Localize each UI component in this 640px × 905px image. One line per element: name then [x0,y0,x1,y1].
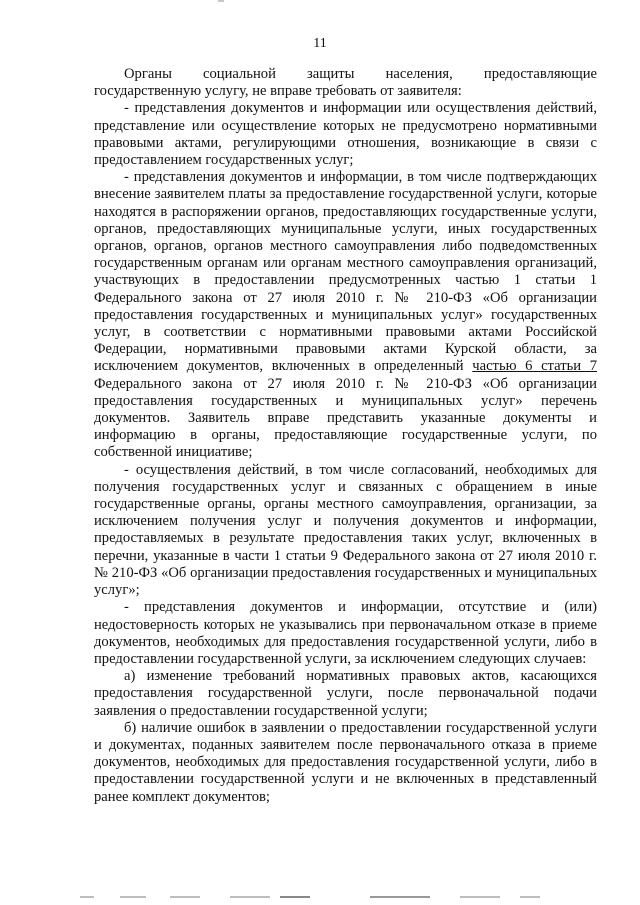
paragraph-intro [94,66,597,100]
paragraph-item-2 [94,169,597,461]
paragraph-text: а) изменение требований нормативных правовых актов, касающихся предоставления государственной услуги, после первоначальной подачи заявления о предоставлении государственной услуги; [94,668,597,719]
scan-mark [460,896,500,898]
paragraph-case-a [94,668,597,720]
paragraph-text: - представления документов и информации, в том числе подтверждающих внесение заявителем платы за предоставление государственной услуги, которые находятся в распоряжении органов, предоставляющих государственные услуги, органов, предоставляющих муниципальные услуги, иных государственных органов, органов, органов местного самоуправления либо подведомственных государственным органам или органам местного самоуправления организаций, участвующих в предоставлении предусмотренных частью 1 статьи 1 Федерального закона от 27 июля 2010 г. № 210-ФЗ «Об организации предоставления государственных и муниципальных услуг» государственных услуг, в соответствии с нормативными правовыми актами Российской Федерации, нормативными правовыми актами Курской области, за исключением документов, включенных в определенный [94,169,597,375]
paragraph-text: - представления документов и информации или осуществления действий, представление или осуществление которых не предусмотрено нормативными правовыми актами, регулирующими отношения, возникающие в связи с предоставлением государственных услуг; [94,100,597,169]
scan-mark [280,896,310,898]
paragraph-text: - осуществления действий, в том числе согласований, необходимых для получения государственных услуг и связанных с обращением в иные государственные органы, органы местного самоуправления, организации, за исключением получения услуг и получения документов и информации, предоставляемых в результате предоставления таких услуг, включенных в перечни, указанные в части 1 статьи 9 Федерального закона от 27 июля 2010 г. № 210-ФЗ «Об организации предоставления государственных и муниципальных услуг»; [94,461,597,599]
scan-mark [370,896,430,898]
scan-mark [170,896,200,898]
scan-speck [218,0,224,2]
page-number: 11 [313,36,327,51]
paragraph-text: б) наличие ошибок в заявлении о предоставлении государственной услуги и документах, поданных заявителем после первоначального отказа в приеме документов, необходимых для предоставления государственной услуги, либо в предоставлении государственной услуги и не включенных в представленный ранее комплект документов; [94,719,597,805]
paragraph-text-continued: Федерального закона от 27 июля 2010 г. № 210-ФЗ «Об организации предоставления государственных и муниципальных услуг» перечень документов. Заявитель вправе представить указанные документы и информацию в органы, предоставляющие государственные услуги, по собственной инициативе; [94,375,597,461]
document-body [94,66,597,806]
scan-mark [120,896,146,898]
scan-mark [520,896,540,898]
scan-mark [80,896,94,898]
law-reference-link[interactable]: частью 6 статьи 7 [472,358,597,375]
paragraph-text: Органы социальной защиты населения, предоставляющие государственную услугу, не вправе требовать от заявителя: [94,66,597,100]
scan-footer-marks [80,896,600,902]
paragraph-item-3 [94,462,597,600]
paragraph-item-1 [94,100,597,169]
scan-mark [230,896,270,898]
paragraph-case-b [94,720,597,806]
paragraph-item-4 [94,599,597,668]
paragraph-text: - представления документов и информации, отсутствие и (или) недостоверность которых не указывались при первоначальном отказе в приеме документов, необходимых для предоставления государственной услуги, либо в предоставлении государственной услуги, за исключением следующих случаев: [94,599,597,667]
